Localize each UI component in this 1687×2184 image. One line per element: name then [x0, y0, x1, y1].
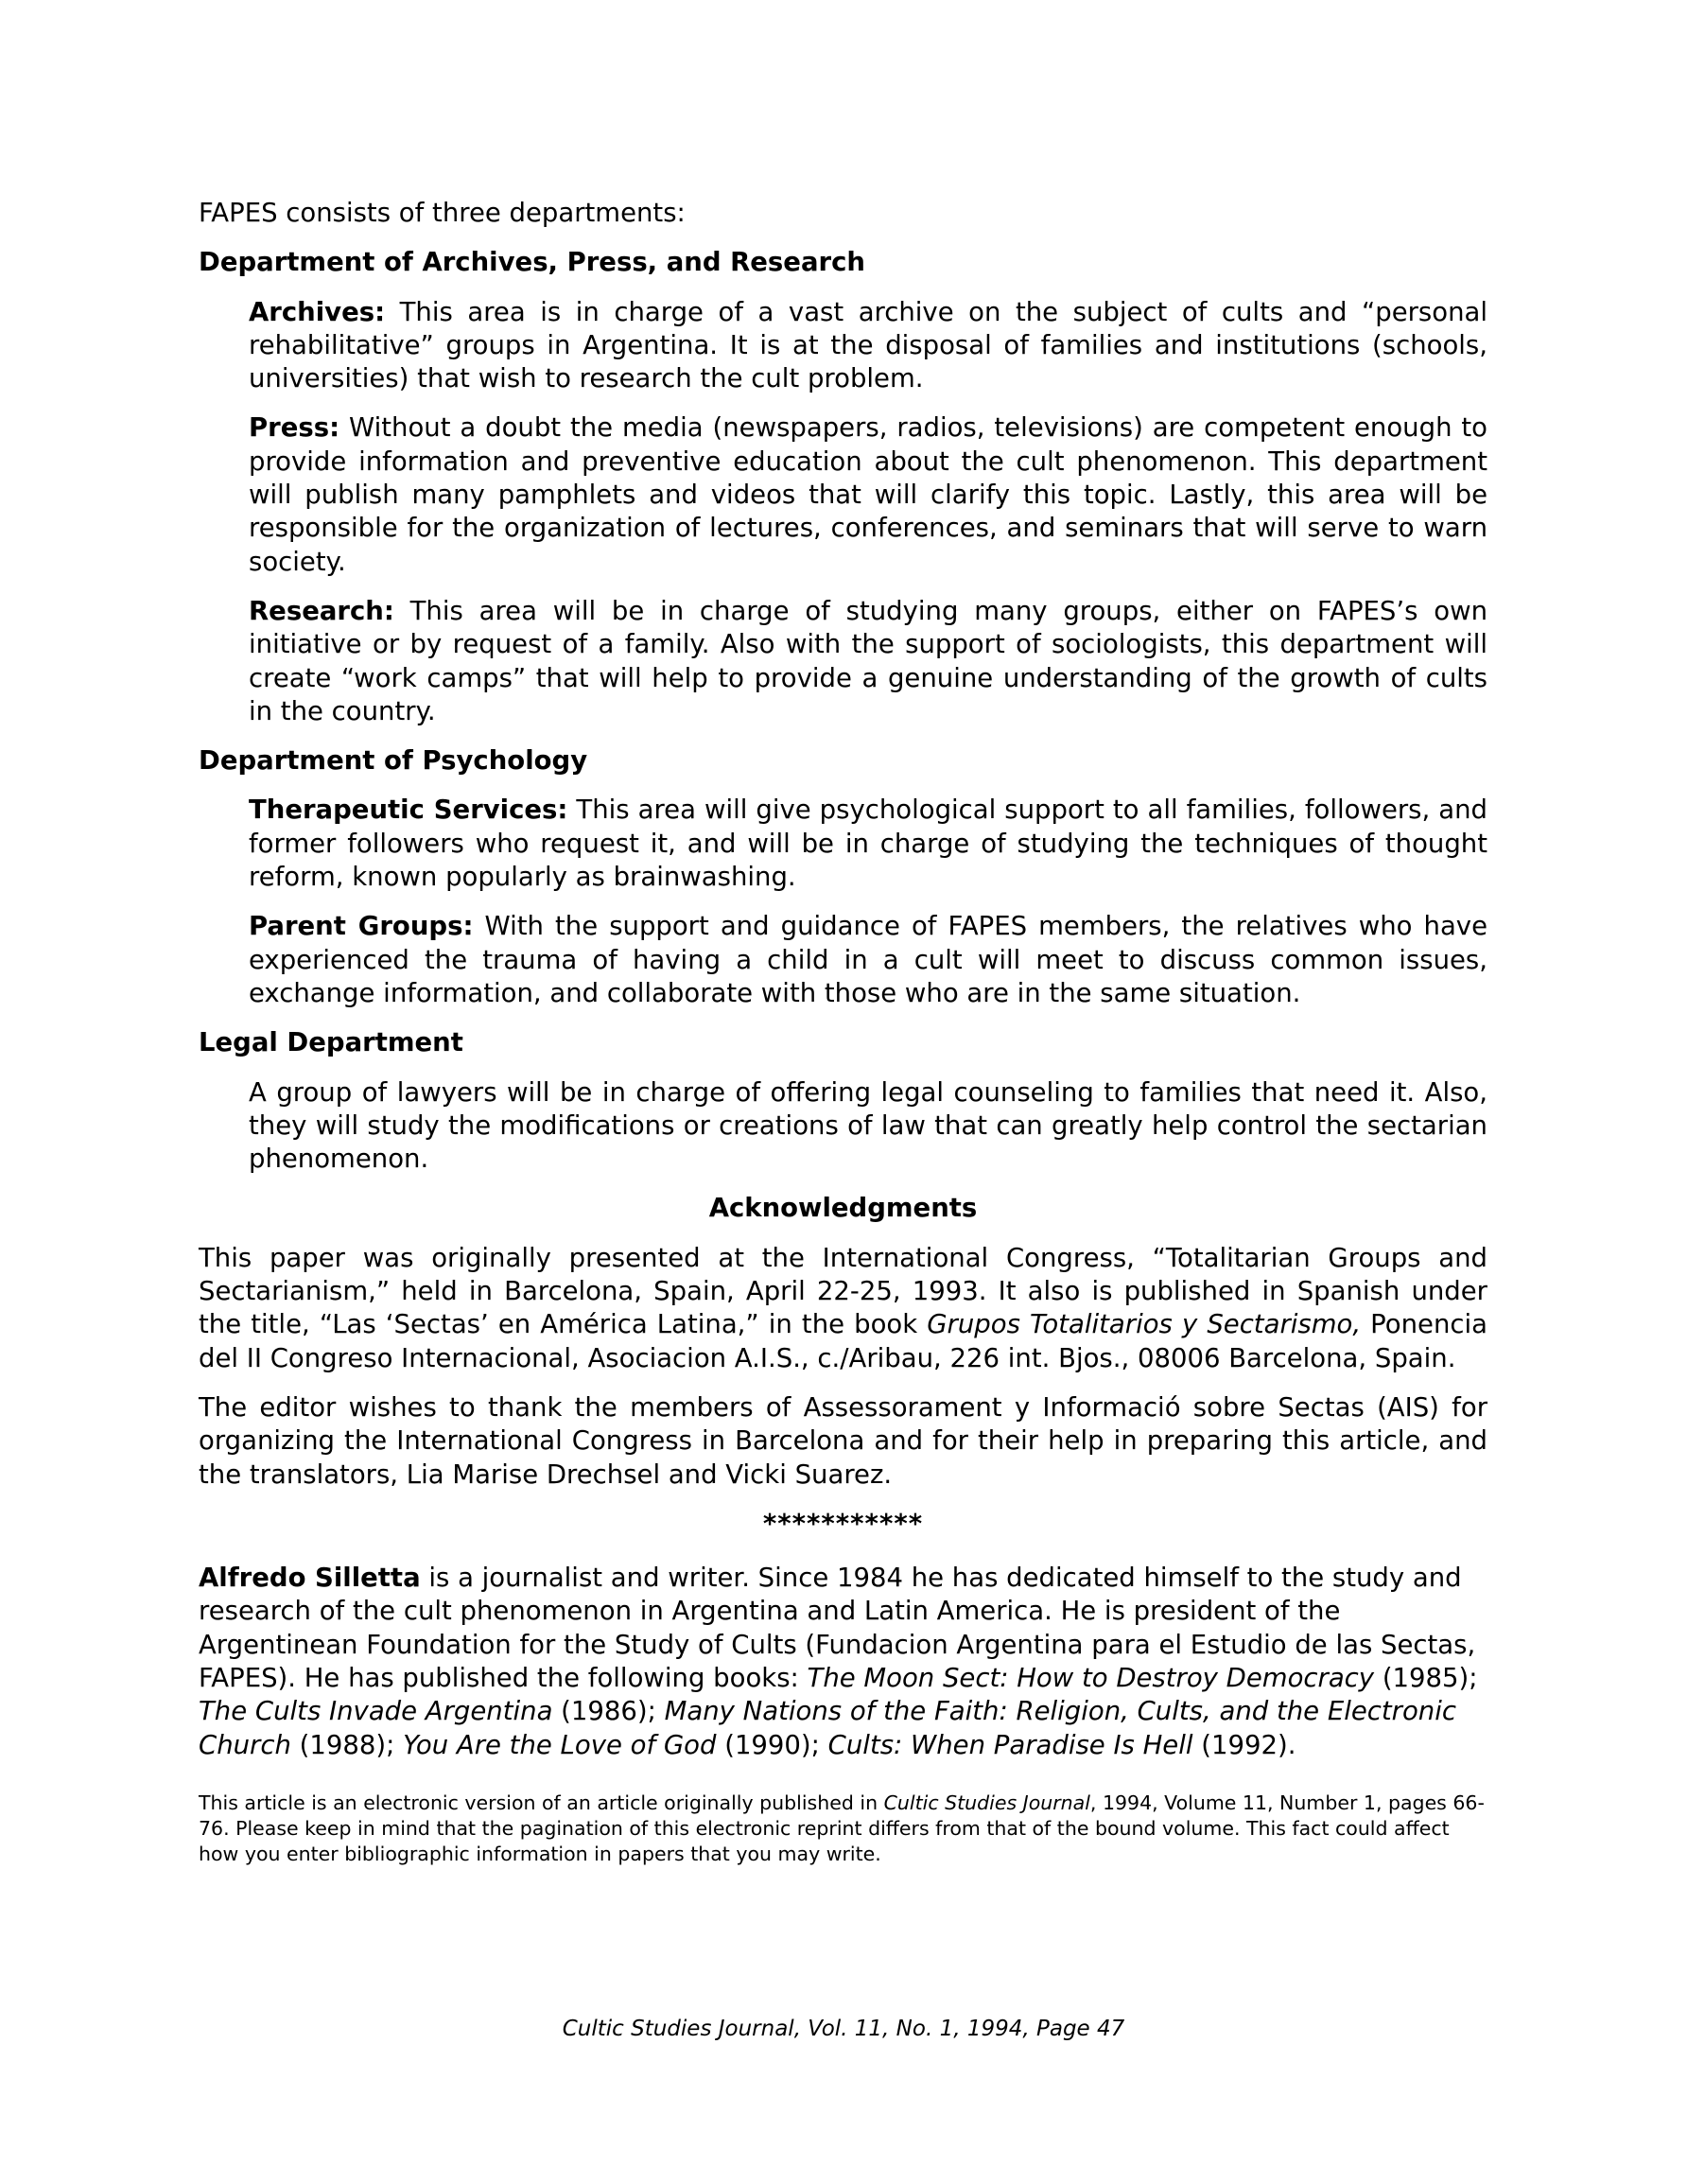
section-text: Without a doubt the media (newspapers, radios, televisions) are competent enough to provide information and preventive education about the cult phenomenon. This department will publish many pamphlets and videos that will clarify this topic. Lastly, this area will be responsible for the organization of lectures, conferences, and seminars that will serve to warn society.: [249, 412, 1487, 577]
book-year: (1992).: [1192, 1729, 1296, 1760]
section-archives: [249, 296, 1487, 396]
section-label: Therapeutic Services:: [249, 795, 568, 826]
acknowledgments-paragraph-1: [199, 1242, 1487, 1375]
book-year: (1988);: [290, 1729, 404, 1760]
section-label: Parent Groups:: [249, 911, 474, 942]
ack-text: This paper was originally presented at the International Congress, “Totalitarian Groups and Sectarianism,” held in Barcelona, Spain, April 22-25, 1993. It also is published in Spanish under the title, “Las ‘Sectas’ en América Latina,” in the book: [199, 1242, 1487, 1340]
section-label: Press:: [249, 412, 340, 444]
page-footer: Cultic Studies Journal, Vol. 11, No. 1, 1994, Page 47: [562, 2017, 1125, 2041]
section-text: This area will be in charge of studying many groups, either on FAPES’s own initiative or by request of a family. Also with the support of sociologists, this department will create “work camps” that will help to provide a genuine understanding of the growth of cults in the country.: [249, 595, 1487, 726]
section-label: Archives:: [249, 296, 386, 327]
department-heading-archives-press-research: Department of Archives, Press, and Research: [199, 247, 865, 278]
bio-text: is a journalist and writer. Since 1984 he has dedicated himself to the study and research of the cult phenomenon in Argentina and Latin America. He is president of the Argentinean Foundation for the Study of Cults (Fundacion Argentina para el Estudio de las Sectas, FAPES). He has published the following books:: [199, 1563, 1476, 1693]
ack-text: Ponencia del II Congreso Internacional, Asociacion A.I.S., c./Aribau, 226 int. Bjos., 08006 Barcelona, Spain.: [199, 1309, 1487, 1373]
book-year: (1985);: [1374, 1662, 1478, 1693]
book-title: Many Nations of the Faith: Religion, Cults, and the Electronic Church: [199, 1696, 1456, 1760]
book-title: The Moon Sect: How to Destroy Democracy: [807, 1662, 1375, 1693]
author-name: Alfredo Silletta: [199, 1563, 421, 1594]
author-bio: [199, 1562, 1487, 1762]
page-body: [199, 197, 1487, 1867]
section-text: With the support and guidance of FAPES members, the relatives who have experienced the trauma of having a child in a cult will meet to discuss common issues, exchange information, and collaborate with those who are in the same situation.: [249, 911, 1487, 1008]
book-title: The Cults Invade Argentina: [199, 1696, 553, 1727]
section-therapeutic-services: [249, 794, 1487, 894]
section-text: This area will give psychological support to all families, followers, and former followers who request it, and will be in charge of studying the techniques of thought reform, known popularly as brainwashing.: [249, 795, 1487, 893]
book-title: You Are the Love of God: [403, 1729, 717, 1760]
acknowledgments-paragraph-2: The editor wishes to thank the members of Assessorament y Informació sobre Sectas (AIS) for organizing the International Congress in Barcelona and for their help in preparing this article, and the translators, Lia Marise Drechsel and Vicki Suarez.: [199, 1391, 1487, 1490]
section-separator: ***********: [762, 1508, 924, 1539]
acknowledgments-heading: Acknowledgments: [708, 1193, 978, 1224]
book-year: (1990);: [716, 1729, 828, 1760]
department-heading-legal: Legal Department: [199, 1027, 463, 1058]
book-title: Cults: When Paradise Is Hell: [827, 1729, 1193, 1760]
section-label: Research:: [249, 595, 394, 626]
section-legal: [249, 1076, 1487, 1177]
section-text: This area is in charge of a vast archive on the subject of cults and “personal rehabilitative” groups in Argentina. It is at the disposal of families and institutions (schools, universities) that wish to research the cult problem.: [249, 296, 1487, 394]
section-press: [249, 411, 1487, 578]
intro-text: FAPES consists of three departments:: [199, 198, 686, 228]
department-heading-psychology: Department of Psychology: [199, 745, 588, 777]
section-text: A group of lawyers will be in charge of offering legal counseling to families that need it. Also, they will study the modifications or creations of law that can greatly help control the sectarian phenomenon.: [249, 1076, 1487, 1175]
journal-title: Cultic Studies Journal: [883, 1791, 1090, 1814]
note-text: , 1994, Volume 11, Number 1, pages 66-76. Please keep in mind that the pagination of this electronic reprint differs from that of the bound volume. This fact could affect how you enter bibliographic information in papers that you may write.: [199, 1791, 1485, 1865]
book-title: Grupos Totalitarios y Sectarismo,: [927, 1309, 1362, 1340]
section-research: [249, 595, 1487, 728]
note-text: This article is an electronic version of an article originally published in: [199, 1791, 884, 1814]
book-year: (1986);: [552, 1696, 665, 1727]
section-parent-groups: [249, 910, 1487, 1010]
reprint-note: [199, 1791, 1487, 1867]
